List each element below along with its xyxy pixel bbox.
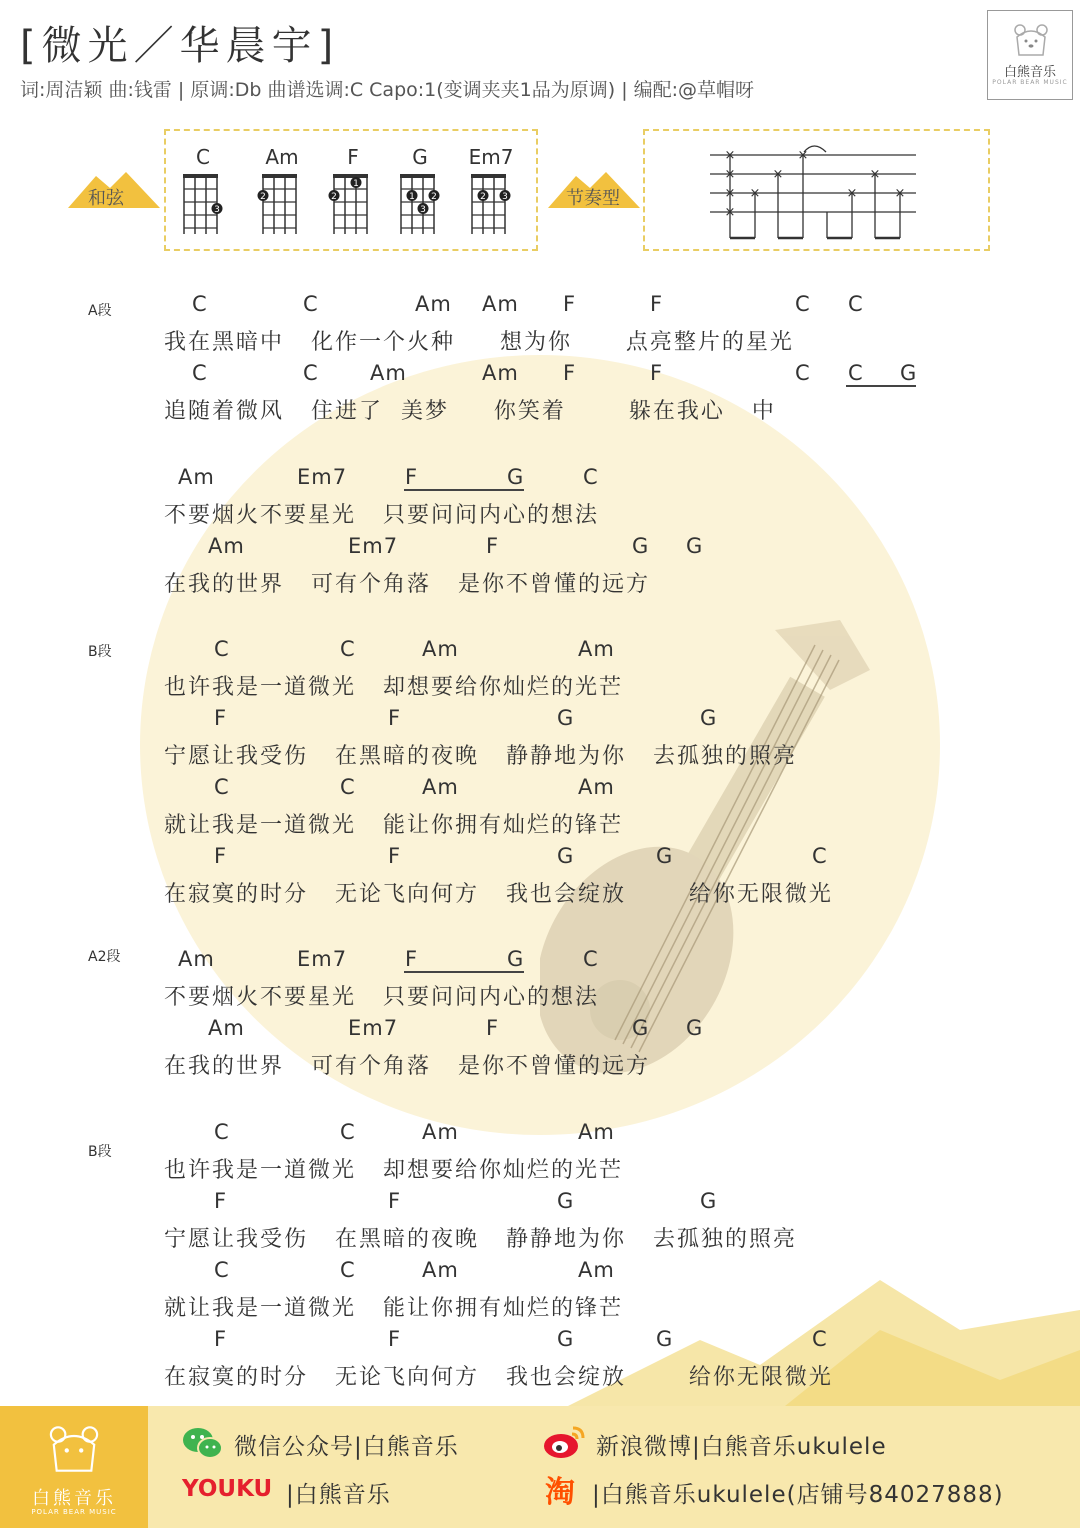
chord-symbol: F [563,292,577,316]
strumming-pattern-notation [700,140,920,245]
chord-symbol: C [340,1258,356,1282]
chord-symbol: F [486,1016,500,1040]
lyric-line: 在寂寞的时分 无论飞向何方 我也会绽放 给你无限微光 [164,1365,833,1390]
chord-symbol: Am [370,361,407,385]
chord-symbol: G [686,1016,704,1040]
chord-symbol: Em7 [348,1016,399,1040]
chord-symbol: C [192,361,208,385]
chord-tag-label: 和弦 [88,188,124,209]
finger-number: 2 [331,192,337,202]
chord-symbol: C [340,637,356,661]
section-label: A段 [88,303,112,319]
chord-symbol: Em7 [297,947,348,971]
lyric-line: 宁愿让我受伤 在黑暗的夜晚 静静地为你 去孤独的照亮 [164,744,797,769]
chord-symbol: G [557,844,575,868]
chord-diagram-name: G [412,145,428,169]
chord-symbol: G [557,1327,575,1351]
chord-fretboard-diagram [328,172,376,238]
chord-symbol: G [700,706,718,730]
song-title: [微光／华晨宇] [20,23,340,69]
svg-text:淘: 淘 [545,1475,575,1508]
chord-symbol: C [848,361,864,385]
taobao-shop-link[interactable]: |白熊音乐ukulele(店铺号84027888) [592,1482,1004,1508]
section-label: A2段 [88,949,121,965]
chord-symbol: Am [178,465,215,489]
chord-symbol: Am [422,1120,459,1144]
chord-fretboard-diagram [395,172,443,238]
taobao-icon [543,1472,583,1508]
chord-symbol: Am [578,1120,615,1144]
chord-fretboard-diagram [257,172,305,238]
weibo-account-link[interactable]: 新浪微博|白熊音乐ukulele [596,1434,887,1460]
lyric-line: 就让我是一道微光 能让你拥有灿烂的锋芒 [164,1296,623,1321]
chord-symbol: C [303,292,319,316]
chord-symbol: F [650,292,664,316]
polar-bear-icon [1013,23,1049,57]
chord-symbol: G [700,1189,718,1213]
weibo-icon [543,1424,587,1460]
chord-symbol: G [557,706,575,730]
chord-diagram-name: C [196,145,210,169]
chord-symbol: Am [208,534,245,558]
chord-symbol: Em7 [348,534,399,558]
chord-symbol: F [388,844,402,868]
chord-diagram-name: F [347,145,359,169]
footer-bar [0,1406,1080,1528]
chord-fretboard-diagram [466,172,514,238]
chord-symbol: Am [578,637,615,661]
chord-symbol: F [405,947,419,971]
chord-symbol: Am [208,1016,245,1040]
chord-symbol: G [557,1189,575,1213]
footer-logo-name: 白熊音乐 [32,1488,116,1509]
svg-text:×: × [894,186,906,201]
chord-symbol: F [214,844,228,868]
svg-text:×: × [749,186,761,201]
chord-symbol: G [900,361,918,385]
wechat-account-link[interactable]: 微信公众号|白熊音乐 [234,1434,459,1460]
chord-tie-underline [846,385,916,387]
lyric-line: 追随着微风 住进了 美梦 你笑着 躲在我心 中 [164,399,776,424]
finger-number: 2 [260,192,266,202]
chord-symbol: Am [578,775,615,799]
chord-symbol: F [388,1189,402,1213]
finger-number: 2 [431,192,437,202]
svg-text:×: × [797,148,809,163]
chord-symbol: C [214,775,230,799]
chord-symbol: C [192,292,208,316]
footer-polar-bear-icon [48,1424,100,1474]
finger-number: 3 [502,192,508,202]
lyric-line: 也许我是一道微光 却想要给你灿烂的光芒 [164,675,623,700]
section-label: B段 [88,644,112,660]
chord-tie-underline [404,971,524,973]
chord-symbol: F [650,361,664,385]
rhythm-tag-label: 节奏型 [566,188,620,209]
chord-symbol: C [214,1258,230,1282]
lyric-line: 在寂寞的时分 无论飞向何方 我也会绽放 给你无限微光 [164,882,833,907]
chord-symbol: C [795,292,811,316]
lyric-line: 宁愿让我受伤 在黑暗的夜晚 静静地为你 去孤独的照亮 [164,1227,797,1252]
svg-text:×: × [724,148,736,163]
section-label: B段 [88,1144,112,1160]
chord-diagram-name: Em7 [468,145,514,169]
chord-symbol: F [388,1327,402,1351]
chord-symbol: C [340,1120,356,1144]
finger-number: 1 [409,192,415,202]
youku-account-link[interactable]: |白熊音乐 [286,1482,391,1508]
chord-symbol: Am [482,292,519,316]
chord-symbol: C [812,844,828,868]
chord-symbol: Am [422,775,459,799]
chord-symbol: F [214,1189,228,1213]
chord-symbol: C [583,465,599,489]
chord-symbol: Am [415,292,452,316]
footer-logo-subtitle: POLAR BEAR MUSIC [31,1508,117,1516]
chord-symbol: G [507,465,525,489]
chord-symbol: C [214,1120,230,1144]
svg-text:×: × [724,186,736,201]
chord-symbol: F [486,534,500,558]
chord-symbol: F [405,465,419,489]
youku-logo: YOUKU [182,1476,273,1502]
wechat-icon [182,1426,224,1460]
chord-symbol: F [563,361,577,385]
chord-symbol: C [848,292,864,316]
logo-name: 白熊音乐 [1003,65,1056,80]
chord-symbol: F [388,706,402,730]
chord-symbol: C [303,361,319,385]
logo-subtitle: POLAR BEAR MUSIC [992,79,1068,86]
finger-number: 2 [480,192,486,202]
chord-symbol: G [656,844,674,868]
svg-text:×: × [724,205,736,220]
lyric-line: 我在黑暗中 化作一个火种 想为你 点亮整片的星光 [164,330,794,355]
chord-symbol: Am [422,1258,459,1282]
svg-text:×: × [772,167,784,182]
chord-symbol: C [340,775,356,799]
chord-symbol: G [686,534,704,558]
chord-symbol: C [214,637,230,661]
chord-tie-underline [404,489,524,491]
chord-symbol: Em7 [297,465,348,489]
chord-symbol: Am [578,1258,615,1282]
chord-symbol: G [632,1016,650,1040]
song-credits: 词:周洁颖 曲:钱雷 | 原调:Db 曲谱选调:C Capo:1(变调夹夹1品为原调) | 编配:@草帽呀 [20,79,755,101]
lyric-line: 在我的世界 可有个角落 是你不曾懂的远方 [164,572,650,597]
chord-symbol: Am [482,361,519,385]
finger-number: 3 [420,205,426,215]
svg-text:×: × [724,167,736,182]
chord-fretboard-diagram [178,172,226,238]
chord-symbol: F [214,706,228,730]
footer-brand-logo [0,1406,148,1528]
finger-number: 3 [214,205,220,215]
lyric-line: 不要烟火不要星光 只要问问内心的想法 [164,985,599,1010]
svg-text:×: × [869,167,881,182]
chord-symbol: G [632,534,650,558]
chord-symbol: Am [178,947,215,971]
brand-logo [987,10,1073,100]
lyric-line: 在我的世界 可有个角落 是你不曾懂的远方 [164,1054,650,1079]
chord-symbol: C [812,1327,828,1351]
svg-text:×: × [846,186,858,201]
finger-number: 1 [353,179,359,189]
lyric-line: 不要烟火不要星光 只要问问内心的想法 [164,503,599,528]
chord-symbol: Am [422,637,459,661]
chord-symbol: G [656,1327,674,1351]
lyric-line: 也许我是一道微光 却想要给你灿烂的光芒 [164,1158,623,1183]
chord-symbol: F [214,1327,228,1351]
lyric-line: 就让我是一道微光 能让你拥有灿烂的锋芒 [164,813,623,838]
chord-diagram-name: Am [265,145,299,169]
chord-symbol: G [507,947,525,971]
chord-symbol: C [795,361,811,385]
chord-symbol: C [583,947,599,971]
